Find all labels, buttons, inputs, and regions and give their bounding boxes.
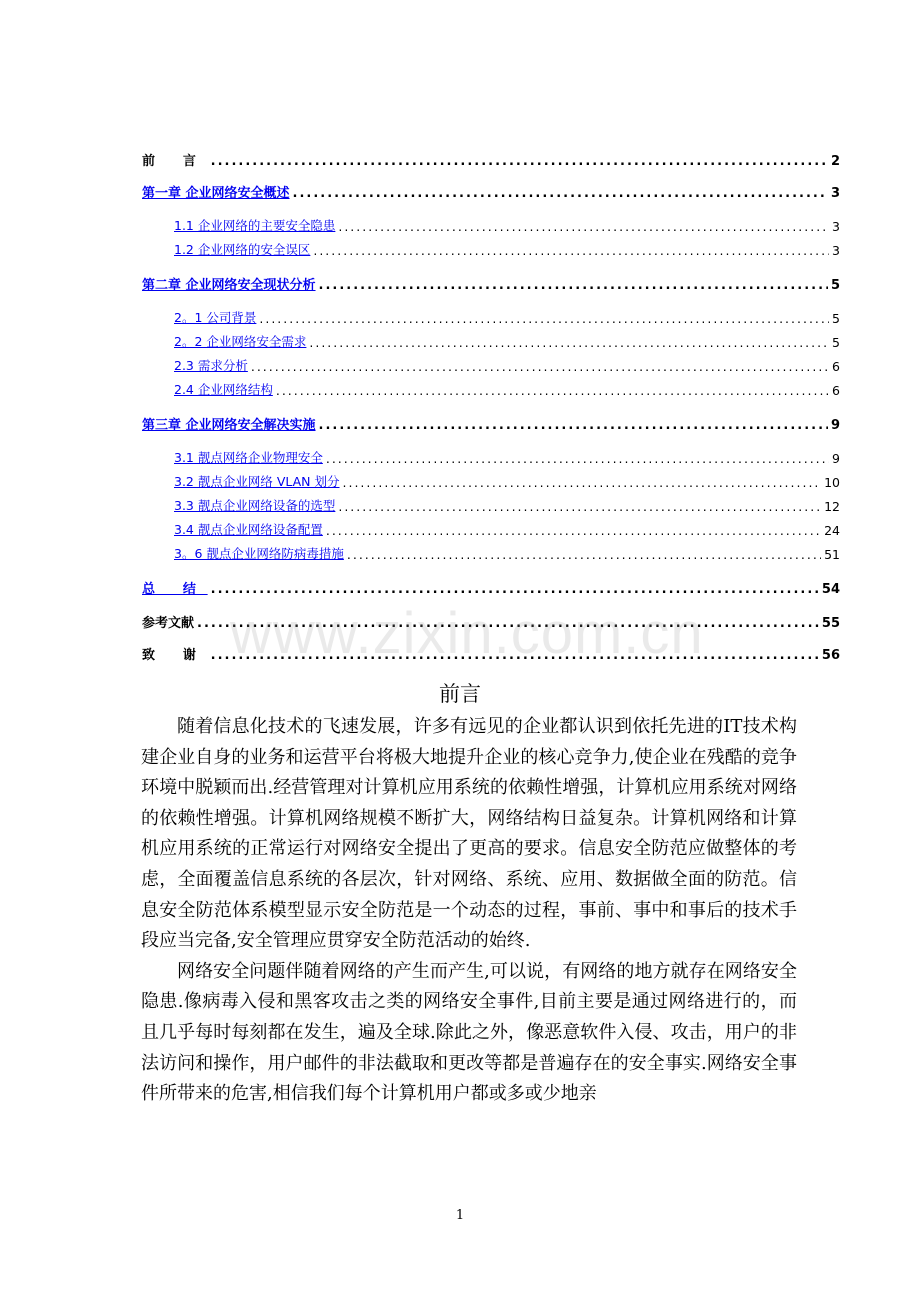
toc-leader-dots xyxy=(319,418,828,433)
toc-entry[interactable] xyxy=(158,520,840,538)
toc-entry xyxy=(142,644,840,663)
toc-leader-dots xyxy=(347,547,821,562)
toc-entry-label[interactable]: 3.4 靓点企业网络设备配置 xyxy=(174,522,323,537)
toc-entry-page: 55 xyxy=(821,616,840,631)
toc-leader-dots xyxy=(338,219,829,234)
toc-leader-dots xyxy=(251,359,829,374)
body-text xyxy=(141,712,797,1110)
toc-leader-dots xyxy=(313,243,829,258)
toc-entry-label[interactable]: 3.1 靓点网络企业物理安全 xyxy=(174,450,323,465)
toc-entry-page: 3 xyxy=(832,219,840,234)
toc-entry-label[interactable]: 3。6 靓点企业网络防病毒措施 xyxy=(174,546,344,561)
toc-leader-dots xyxy=(293,186,828,201)
toc-entry-label[interactable]: 3.2 靓点企业网络 VLAN 划分 xyxy=(174,474,340,489)
toc-entry-label[interactable]: 2.3 需求分析 xyxy=(174,358,248,373)
toc-entry[interactable] xyxy=(158,472,840,490)
toc-entry-page: 56 xyxy=(821,648,840,663)
toc-entry xyxy=(142,612,840,631)
toc-entry[interactable] xyxy=(158,496,840,514)
watermark: www.zixin.com.cn xyxy=(230,601,704,666)
toc-entry-page: 10 xyxy=(824,475,840,490)
toc-entry-page: 3 xyxy=(832,243,840,258)
toc-entry-label[interactable]: 2.4 企业网络结构 xyxy=(174,382,273,397)
toc-entry-page: 2 xyxy=(830,154,840,169)
toc-leader-dots xyxy=(338,499,821,514)
toc-leader-dots xyxy=(326,523,821,538)
toc-leader-dots xyxy=(276,383,829,398)
toc-leader-dots xyxy=(211,582,819,597)
toc-entry xyxy=(142,150,840,169)
toc-entry[interactable] xyxy=(142,414,840,433)
toc-entry-page: 51 xyxy=(824,547,840,562)
toc-leader-dots xyxy=(326,451,829,466)
toc-entry-label[interactable]: 总 结 xyxy=(142,582,208,597)
toc-entry[interactable] xyxy=(158,308,840,326)
toc-entry[interactable] xyxy=(158,216,840,234)
toc-leader-dots xyxy=(309,335,829,350)
toc-entry[interactable] xyxy=(142,578,840,597)
toc-entry-label: 致 谢 xyxy=(142,648,208,663)
toc-entry[interactable] xyxy=(142,274,840,293)
toc-entry-label[interactable]: 2。2 企业网络安全需求 xyxy=(174,334,307,349)
toc-entry-label: 参考文献 xyxy=(142,616,195,631)
toc-entry-page: 54 xyxy=(821,582,840,597)
toc-leader-dots xyxy=(319,278,828,293)
toc-leader-dots xyxy=(197,616,819,631)
toc-entry-label[interactable]: 第三章 企业网络安全解决实施 xyxy=(142,418,316,433)
toc-entry-label: 前 言 xyxy=(142,154,208,169)
toc-leader-dots xyxy=(211,154,828,169)
toc-entry[interactable] xyxy=(142,182,840,201)
toc-entry[interactable] xyxy=(158,448,840,466)
toc-entry-label[interactable]: 1.1 企业网络的主要安全隐患 xyxy=(174,218,336,233)
toc-entry-page: 5 xyxy=(832,335,840,350)
toc-entry-label[interactable]: 3.3 靓点企业网络设备的选型 xyxy=(174,498,336,513)
toc-entry-label[interactable]: 第一章 企业网络安全概述 xyxy=(142,186,290,201)
toc-entry-label[interactable]: 1.2 企业网络的安全误区 xyxy=(174,242,311,257)
toc-leader-dots xyxy=(211,648,819,663)
toc-entry[interactable] xyxy=(158,544,840,562)
toc-entry-label[interactable]: 第二章 企业网络安全现状分析 xyxy=(142,278,316,293)
toc-entry[interactable] xyxy=(158,240,840,258)
toc-entry-page: 24 xyxy=(824,523,840,538)
toc-entry-page: 5 xyxy=(832,311,840,326)
toc-entry-label[interactable]: 2。1 公司背景 xyxy=(174,310,257,325)
section-heading: 前言 xyxy=(439,682,481,706)
toc-entry[interactable] xyxy=(158,332,840,350)
page-number: 1 xyxy=(455,1208,465,1223)
toc-entry[interactable] xyxy=(158,356,840,374)
toc-entry-page: 3 xyxy=(830,186,840,201)
toc-leader-dots xyxy=(259,311,829,326)
paragraph-1: 随着信息化技术的飞速发展，许多有远见的企业都认识到依托先进的IT技术构建企业自身的业务和运营平台将极大地提升企业的核心竞争力,使企业在残酷的竞争环境中脱颖而出.经营管理对计算机应用系统的依赖性增强，计算机应用系统对网络的依赖性增强。计算机网络规模不断扩大，网络结构日益复杂。计算机网络和计算机应用系统的正常运行对网络安全提出了更高的要求。信息安全防范应做整体的考虑，全面覆盖信息系统的各层次，针对网络、系统、应用、数据做全面的防范。信息安全防范体系模型显示安全防范是一个动态的过程，事前、事中和事后的技术手段应当完备,安全管理应贯穿安全防范活动的始终. xyxy=(141,716,797,952)
paragraph-2: 网络安全问题伴随着网络的产生而产生,可以说，有网络的地方就存在网络安全隐患.像病毒入侵和黑客攻击之类的网络安全事件,目前主要是通过网络进行的，而且几乎每时每刻都在发生，遍及全球.除此之外，像恶意软件入侵、攻击，用户的非法访问和操作，用户邮件的非法截取和更改等都是普遍存在的安全事实.网络安全事件所带来的危害,相信我们每个计算机用户都或多或少地亲 xyxy=(141,960,797,1105)
toc-entry-page: 5 xyxy=(830,278,840,293)
toc-leader-dots xyxy=(343,475,822,490)
toc-entry-page: 6 xyxy=(832,383,840,398)
toc-entry-page: 12 xyxy=(824,499,840,514)
toc-entry-page: 9 xyxy=(832,451,840,466)
toc-entry-page: 6 xyxy=(832,359,840,374)
toc-entry-page: 9 xyxy=(830,418,840,433)
toc-entry[interactable] xyxy=(158,380,840,398)
